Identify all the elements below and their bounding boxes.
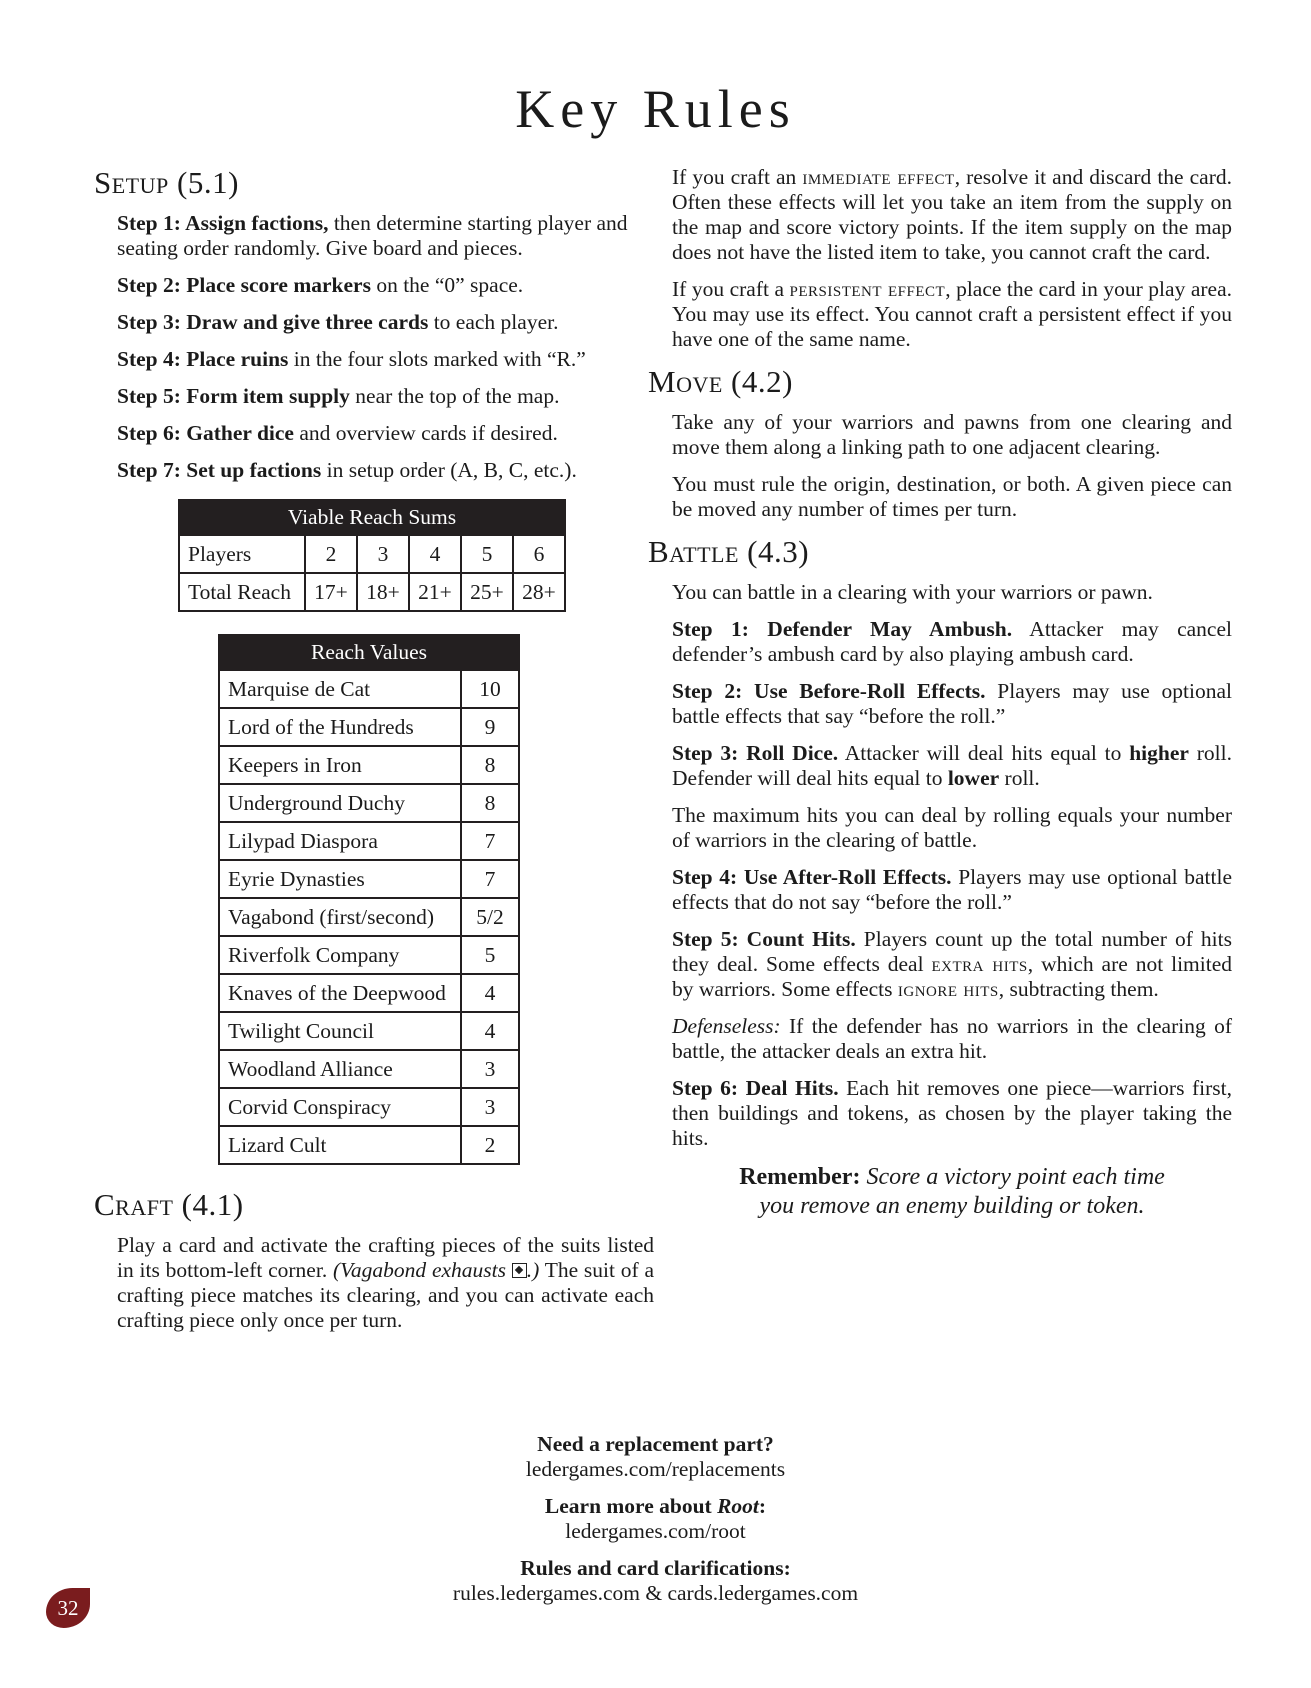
italic-run: .)	[526, 1258, 540, 1282]
footer-question	[545, 1494, 766, 1518]
table-row	[219, 1126, 519, 1164]
remember-label: Remember:	[739, 1164, 861, 1190]
table-cell: 6	[513, 535, 565, 573]
faction-name: Marquise de Cat	[219, 670, 461, 708]
step-label: Step 4: Place ruins	[117, 347, 289, 371]
move-paragraph: You must rule the origin, destination, or both. A given piece can be moved any number of times per turn.	[672, 472, 1232, 521]
faction-name: Underground Duchy	[219, 784, 461, 822]
text-run: , place the card in your play area. You may use its effect. You cannot craft a persistent effect if you have one of the same name.	[672, 277, 1232, 351]
battle-heading: Battle (4.3)	[648, 534, 810, 569]
battle-step	[672, 865, 1232, 915]
table-cell: 18+	[357, 573, 409, 611]
setup-step	[117, 347, 654, 372]
table-row	[219, 936, 519, 974]
footer-block	[0, 1432, 1311, 1482]
step-label: Step 6: Deal Hits.	[672, 1076, 839, 1100]
remember-text: Score a victory point each time	[860, 1164, 1165, 1190]
step-label: Step 2: Use Before-Roll Effects.	[672, 679, 986, 703]
row-label: Players	[179, 535, 305, 573]
right-column	[648, 165, 1233, 1221]
italic-run: Defenseless:	[672, 1014, 781, 1038]
text-run: The suit of a crafting piece matches its clearing, and you can activate each crafting piece only once per turn.	[117, 1258, 654, 1332]
setup-steps	[94, 211, 654, 483]
step-text: Players count up the total number of hits they deal. Some effects deal	[672, 927, 1232, 976]
reach-value: 7	[461, 822, 519, 860]
faction-name: Lilypad Diaspora	[219, 822, 461, 860]
reach-value: 5	[461, 936, 519, 974]
setup-step	[117, 421, 654, 446]
table-row	[219, 784, 519, 822]
step-text: If the defender has no warriors in the clearing of battle, the attacker deals an extra hit.	[672, 1014, 1232, 1063]
table-row	[219, 822, 519, 860]
text-run: If you craft an	[672, 165, 803, 189]
craft-body	[94, 1233, 654, 1333]
reach-value: 8	[461, 746, 519, 784]
table-cell: 28+	[513, 573, 565, 611]
page-number-badge: 32	[46, 1588, 90, 1628]
table-row	[179, 573, 565, 611]
faction-name: Keepers in Iron	[219, 746, 461, 784]
reach-value: 4	[461, 1012, 519, 1050]
viable-reach-sums-table	[178, 499, 566, 612]
table-row	[219, 898, 519, 936]
reach-value: 2	[461, 1126, 519, 1164]
setup-step	[117, 384, 654, 409]
table-cell: 17+	[305, 573, 357, 611]
step-text: in the four slots marked with “R.”	[288, 347, 586, 371]
faction-name: Knaves of the Deepwood	[219, 974, 461, 1012]
step-label: Step 7: Set up factions	[117, 458, 322, 482]
table-title: Viable Reach Sums	[179, 500, 565, 535]
text-run: Learn more about	[544, 1494, 718, 1518]
table-row	[219, 860, 519, 898]
battle-body	[672, 580, 1232, 1221]
table-row	[219, 746, 519, 784]
italic-run: Root	[717, 1494, 759, 1518]
step-label: Step 3: Roll Dice.	[672, 741, 839, 765]
reach-value: 3	[461, 1050, 519, 1088]
step-text: Attacker will deal hits equal to	[838, 741, 1130, 765]
text-run: If you craft a	[672, 277, 790, 301]
term-immediate-effect: immediate effect	[802, 165, 955, 189]
text-run: , resolve it and discard the card. Often these effects will let you take an item from the supply on the map and score victory points. If the item supply on the map does not have the listed item to take, you cannot craft the card.	[672, 165, 1232, 264]
text-run: Play a card and activate the crafting pieces of the suits listed in its bottom-left corner.	[117, 1233, 654, 1282]
step-text: Players may use optional battle effects that say “before the roll.”	[672, 679, 1233, 728]
battle-step	[672, 617, 1232, 667]
step-text: on the “0” space.	[370, 273, 524, 297]
row-label: Total Reach	[179, 573, 305, 611]
step-text: Attacker may cancel defender’s ambush card by also playing ambush card.	[672, 617, 1232, 666]
reach-value: 10	[461, 670, 519, 708]
craft-paragraph	[117, 1233, 654, 1333]
footer-link[interactable]: ledergames.com/replacements	[525, 1457, 786, 1481]
table-row	[219, 1050, 519, 1088]
footer-link[interactable]: ledergames.com/root	[565, 1519, 746, 1543]
step-label: Step 1: Defender May Ambush.	[672, 617, 1013, 641]
battle-max-hits: The maximum hits you can deal by rolling equals your number of warriors in the clearing of battle.	[672, 803, 1232, 852]
footer-block	[0, 1556, 1311, 1606]
battle-step	[672, 1076, 1232, 1151]
table-row	[219, 974, 519, 1012]
term-persistent-effect: persistent effect	[789, 277, 946, 301]
step-label: Step 3: Draw and give three cards	[117, 310, 429, 334]
term-ignore-hits: ignore hits	[897, 977, 999, 1001]
reach-value: 3	[461, 1088, 519, 1126]
table-row	[219, 708, 519, 746]
move-heading: Move (4.2)	[648, 364, 793, 399]
table-row	[219, 1012, 519, 1050]
battle-defenseless	[672, 1014, 1232, 1064]
footer-question: Rules and card clarifications:	[520, 1556, 791, 1580]
remember-callout	[672, 1163, 1232, 1221]
italic-run: (Vagabond exhausts	[333, 1258, 512, 1282]
faction-name: Riverfolk Company	[219, 936, 461, 974]
craft-paragraph	[672, 165, 1232, 265]
setup-heading: Setup (5.1)	[94, 165, 239, 200]
table-cell: 3	[357, 535, 409, 573]
footer	[0, 1432, 1311, 1618]
table-row	[219, 1088, 519, 1126]
step-label: Step 1: Assign factions,	[117, 211, 329, 235]
setup-step	[117, 458, 654, 483]
table-cell: 25+	[461, 573, 513, 611]
table-title: Reach Values	[219, 635, 519, 670]
footer-block	[0, 1494, 1311, 1544]
step-text: roll. Defender will deal hits equal to	[672, 741, 1232, 790]
craft-paragraph	[672, 277, 1232, 352]
reach-value: 5/2	[461, 898, 519, 936]
setup-step	[117, 310, 654, 335]
faction-name: Lizard Cult	[219, 1126, 461, 1164]
table-row	[179, 535, 565, 573]
step-text: roll.	[999, 766, 1040, 790]
step-text: Players may use optional battle effects that do not say “before the roll.”	[672, 865, 1232, 914]
term-extra-hits: extra hits	[931, 952, 1028, 976]
step-label: Step 4: Use After-Roll Effects.	[672, 865, 952, 889]
craft-continued	[672, 165, 1232, 352]
step-text: Each hit removes one piece—warriors first, then buildings and tokens, as chosen by the player taking the hits.	[672, 1076, 1233, 1150]
reach-value: 4	[461, 974, 519, 1012]
footer-question: Need a replacement part?	[537, 1432, 774, 1456]
reach-values-table	[218, 634, 520, 1165]
setup-step	[117, 211, 654, 261]
faction-name: Lord of the Hundreds	[219, 708, 461, 746]
battle-step	[672, 679, 1232, 729]
vagabond-item-icon	[512, 1263, 527, 1278]
table-cell: 21+	[409, 573, 461, 611]
craft-heading: Craft (4.1)	[94, 1187, 244, 1222]
step-label: Step 6: Gather dice	[117, 421, 294, 445]
step-text: to each player.	[428, 310, 559, 334]
step-text: , subtracting them.	[998, 977, 1159, 1001]
faction-name: Vagabond (first/second)	[219, 898, 461, 936]
step-text: near the top of the map.	[349, 384, 560, 408]
table-cell: 5	[461, 535, 513, 573]
footer-link[interactable]: rules.ledergames.com & cards.ledergames.com	[452, 1581, 859, 1605]
move-paragraph: Take any of your warriors and pawns from one clearing and move them along a linking path to one adjacent clearing.	[672, 410, 1232, 459]
faction-name: Twilight Council	[219, 1012, 461, 1050]
reach-value: 9	[461, 708, 519, 746]
move-body	[672, 410, 1232, 522]
faction-name: Corvid Conspiracy	[219, 1088, 461, 1126]
table-cell: 2	[305, 535, 357, 573]
reach-value: 7	[461, 860, 519, 898]
faction-name: Woodland Alliance	[219, 1050, 461, 1088]
step-text: , which are not limited by warriors. Some effects	[672, 952, 1233, 1001]
setup-step	[117, 273, 654, 298]
battle-step	[672, 927, 1232, 1002]
table-cell: 4	[409, 535, 461, 573]
reach-value: 8	[461, 784, 519, 822]
step-label: Step 2: Place score markers	[117, 273, 371, 297]
battle-step	[672, 741, 1232, 791]
page-title: Key Rules	[515, 79, 796, 139]
step-text: in setup order (A, B, C, etc.).	[321, 458, 577, 482]
faction-name: Eyrie Dynasties	[219, 860, 461, 898]
remember-text: you remove an enemy building or token.	[759, 1193, 1145, 1219]
table-row	[219, 670, 519, 708]
step-label: Step 5: Form item supply	[117, 384, 350, 408]
text-run: :	[758, 1494, 767, 1518]
left-column	[94, 165, 654, 1345]
step-text: then determine starting player and seating order randomly. Give board and pieces.	[117, 211, 628, 260]
step-text: and overview cards if desired.	[293, 421, 558, 445]
step-label: Step 5: Count Hits.	[672, 927, 856, 951]
emphasis: higher	[1129, 741, 1189, 765]
emphasis: lower	[947, 766, 1000, 790]
battle-intro: You can battle in a clearing with your warriors or pawn.	[672, 580, 1153, 604]
